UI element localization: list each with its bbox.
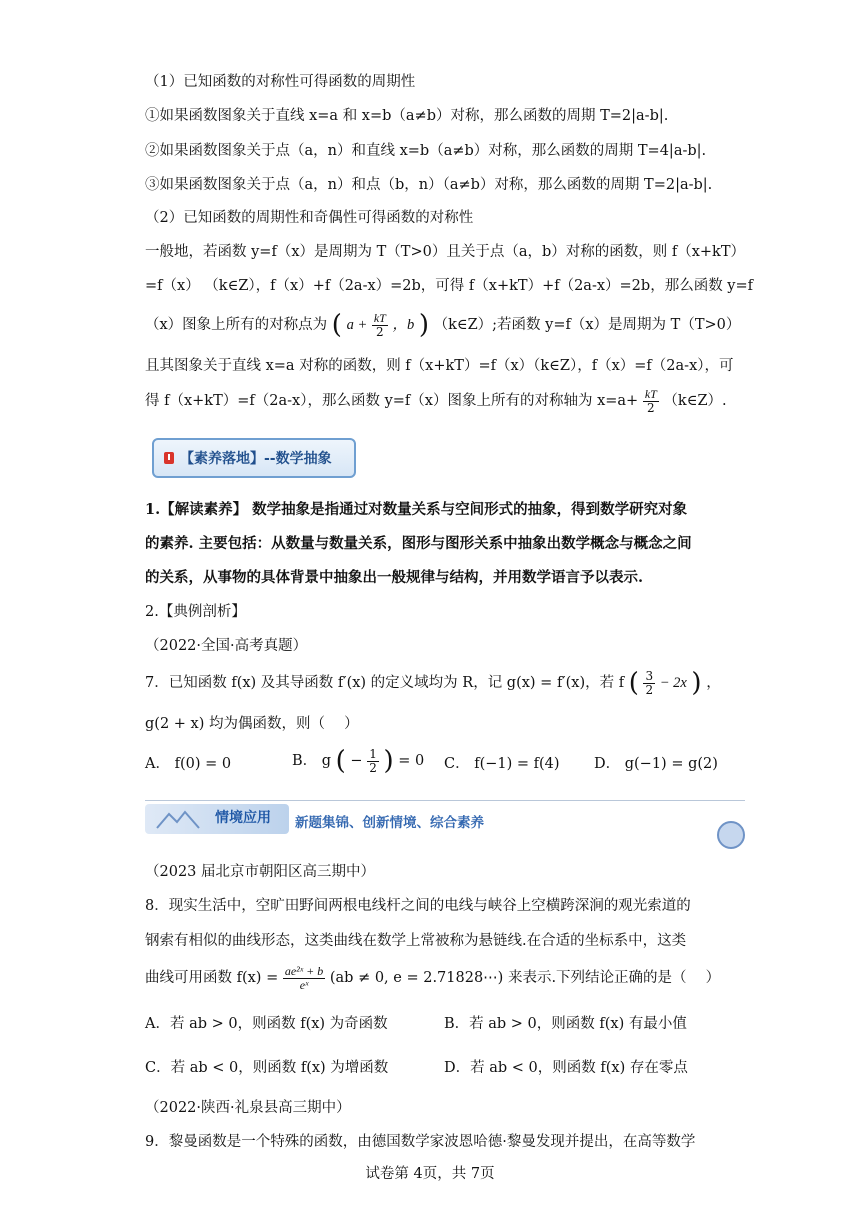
- page-footer: 试卷第 4页，共 7页: [365, 1166, 495, 1182]
- fraction-denominator: 2: [376, 324, 384, 339]
- q7-comma: ，: [706, 675, 721, 691]
- s1-item-2: ②如果函数图象关于点（a，n）和直线 x=b（a≠b）对称，那么函数的周期 T=4|a-b|.: [145, 143, 707, 159]
- s2-para-5: [145, 384, 727, 418]
- s1-title: （1）已知函数的对称性可得函数的周期性: [145, 74, 416, 90]
- s1-item-3: ③如果函数图象关于点（a，n）和点（b，n）（a≠b）对称，那么函数的周期 T=2|a-b|.: [145, 177, 713, 193]
- fraction-denominator: eˣ: [299, 977, 309, 992]
- q8-option-c: C．若 ab < 0，则函数 f(x) 为增函数: [145, 1060, 389, 1076]
- right-paren: ): [418, 310, 429, 340]
- right-paren: ): [383, 746, 394, 776]
- banner-tag: 情境应用: [215, 810, 271, 826]
- q8-source: （2023 届北京市朝阳区高三期中）: [145, 864, 376, 880]
- q8-stem-line-1: 8．现实生活中，空旷田野间两根电线杆之间的电线与峡谷上空横跨深涧的观光索道的: [145, 898, 691, 914]
- fraction-denominator: 2: [646, 400, 655, 415]
- q7-term: − 2x: [659, 675, 687, 691]
- q7-stem-text: 7．已知函数 f(x) 及其导函数 f′(x) 的定义域均为 R，记 g(x) = f′(x)，若 f: [145, 675, 625, 691]
- q9-stem-line-1: 9．黎曼函数是一个特殊的函数，由德国数学家波恩哈德·黎曼发现并提出，在高等数学: [145, 1134, 696, 1150]
- q7-option-b-label: B． g: [292, 753, 332, 769]
- q7-option-b: [292, 744, 424, 778]
- sym-point-a: a +: [346, 317, 368, 333]
- catenary-fraction: [283, 965, 325, 992]
- q8-stem-line-3: [145, 960, 720, 996]
- left-paren: (: [335, 746, 346, 776]
- s2-para-1: 一般地，若函数 y=f（x）是周期为 T（T>0）且关于点（a，b）对称的函数，则 f（x+kT）: [145, 244, 746, 260]
- s2-title: （2）已知函数的周期性和奇偶性可得函数的对称性: [145, 210, 474, 226]
- three-halves-fraction: [643, 670, 655, 697]
- q7-stem-line-1: [145, 666, 721, 700]
- q7-source: （2022·全国·高考真题）: [145, 638, 308, 654]
- fraction-numerator: 3: [645, 668, 654, 683]
- banner-subtitle: 新题集锦、创新情境、综合素养: [295, 815, 484, 831]
- kt-over-2-fraction: [372, 312, 388, 339]
- literacy-para-1: 1.【解读素养】 数学抽象是指通过对数量关系与空间形式的抽象，得到数学研究对象: [145, 501, 688, 518]
- minus-sign: −: [350, 753, 363, 769]
- left-paren: (: [628, 668, 639, 698]
- literacy-para-2: 的素养. 主要包括：从数量与数量关系，图形与图形关系中抽象出数学概念与概念之间: [145, 535, 692, 552]
- q7-option-b-rhs: = 0: [398, 753, 425, 769]
- literacy-banner-label: 【素养落地】--数学抽象: [180, 451, 332, 467]
- s2-para-3-text-b: （k∈Z）;若函数 y=f（x）是周期为 T（T>0）: [433, 317, 741, 333]
- q8-option-d: D．若 ab < 0，则函数 f(x) 存在零点: [444, 1060, 688, 1076]
- q8-stem-line-2: 钢索有相似的曲线形态，这类曲线在数学上常被称为悬链线.在合适的坐标系中，这类: [145, 933, 687, 949]
- s2-para-4: 且其图象关于直线 x=a 对称的函数，则 f（x+kT）=f（x）（k∈Z），f（x）=f（2a-x），可: [145, 358, 734, 374]
- s2-para-3-text-a: （x）图象上所有的对称点为: [145, 317, 328, 333]
- q9-source: （2022·陕西·礼泉县高三期中）: [145, 1100, 351, 1116]
- q7-option-a: A． f(0) = 0: [145, 756, 232, 772]
- q8-option-b: B．若 ab > 0，则函数 f(x) 有最小值: [444, 1016, 687, 1032]
- q7-option-c: C． f(−1) = f(4): [444, 756, 560, 772]
- flag-icon: [164, 452, 174, 464]
- situation-banner: [145, 800, 745, 837]
- q8-func-lhs: 曲线可用函数 f(x) =: [145, 970, 279, 986]
- s2-para-3: [145, 308, 740, 342]
- q8-option-a: A．若 ab > 0，则函数 f(x) 为奇函数: [145, 1016, 388, 1032]
- circle-decoration: [717, 821, 745, 849]
- q7-stem-line-2: g(2 + x) 均为偶函数，则（ ）: [145, 716, 359, 732]
- fraction-numerator: kT: [644, 386, 657, 401]
- s1-item-1: ①如果函数图象关于直线 x=a 和 x=b（a≠b）对称，那么函数的周期 T=2|a-b|.: [145, 108, 669, 124]
- sym-point-b: ，b: [392, 317, 415, 333]
- fraction-numerator: ae²ˣ + b: [284, 963, 324, 978]
- right-paren: ): [691, 668, 702, 698]
- fraction-numerator: 1: [369, 746, 377, 761]
- fraction-denominator: 2: [369, 760, 377, 775]
- s2-para-5-text-b: （k∈Z）.: [663, 393, 727, 409]
- q8-func-condition: (ab ≠ 0, e = 2.71828⋯) 来表示.下列结论正确的是（ ）: [329, 970, 721, 986]
- literacy-para-3: 的关系，从事物的具体背景中抽象出一般规律与结构，并用数学语言予以表示.: [145, 569, 644, 586]
- s2-para-5-text-a: 得 f（x+kT）=f（2a-x），那么函数 y=f（x）图象上所有的对称轴为 x=a+: [145, 393, 639, 409]
- half-fraction: [367, 748, 379, 775]
- example-heading: 2.【典例剖析】: [145, 604, 246, 620]
- fraction-numerator: kT: [373, 310, 386, 325]
- left-paren: (: [331, 310, 342, 340]
- q7-option-d: D． g(−1) = g(2): [594, 756, 718, 772]
- mountain-icon: [155, 808, 203, 832]
- literacy-banner: [152, 438, 356, 478]
- s2-para-2: =f（x） （k∈Z），f（x）+f（2a-x）=2b，可得 f（x+kT）+f（2a-x）=2b，那么函数 y=f: [145, 278, 754, 294]
- axis-fraction: [643, 388, 659, 415]
- fraction-denominator: 2: [645, 682, 654, 697]
